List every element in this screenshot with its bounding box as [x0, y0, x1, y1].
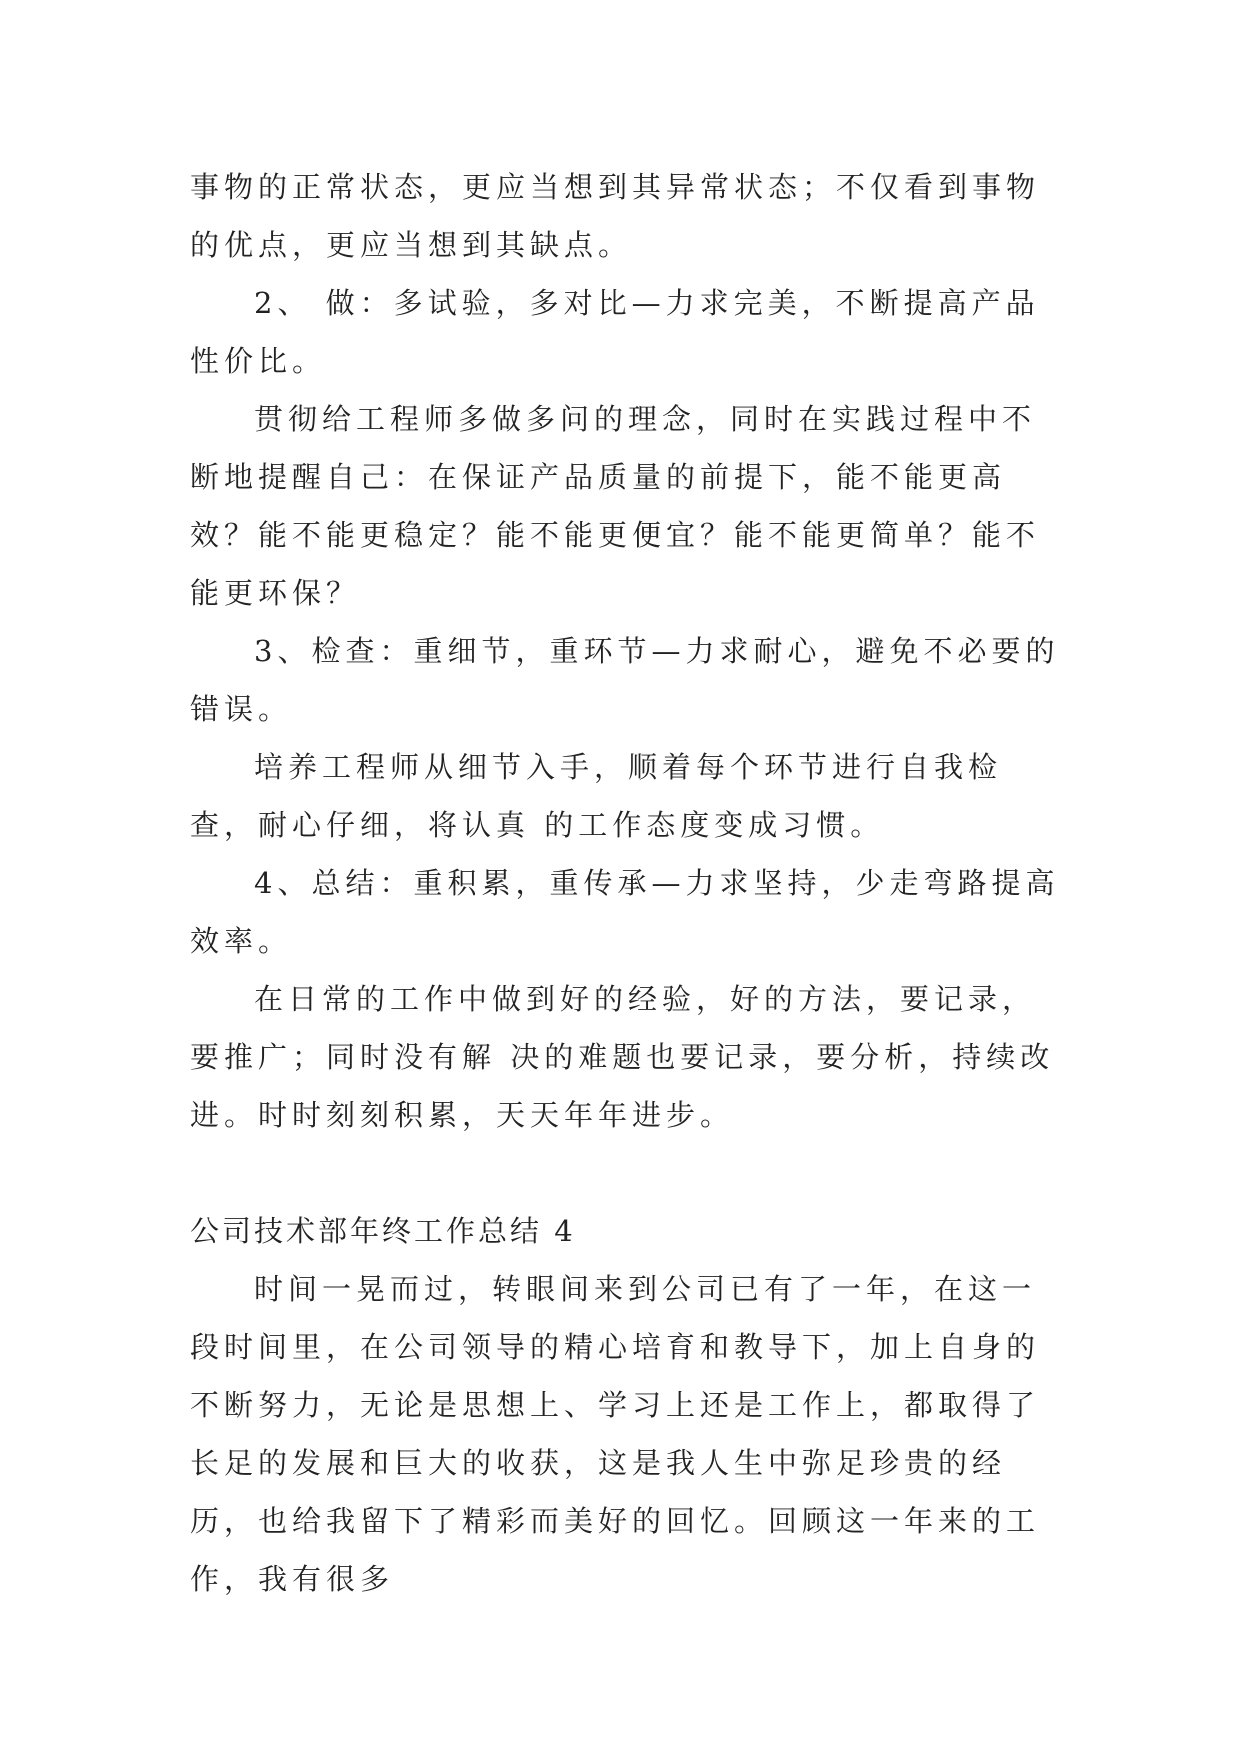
paragraph-continuation: 事物的正常状态，更应当想到其异常状态；不仅看到事物的优点，更应当想到其缺点。 [190, 170, 1041, 262]
paragraph-item-3: 3、检查：重细节，重环节—力求耐心，避免不必要的错误。 [190, 634, 1060, 726]
paragraph-item-3-detail: 培养工程师从细节入手，顺着每个环节进行自我检查，耐心仔细，将认真 的工作态度变成习惯。 [190, 750, 1003, 842]
document-page [190, 158, 1060, 1608]
section-title: 公司技术部年终工作总结 4 [190, 1214, 576, 1248]
paragraph-item-4: 4、总结：重积累，重传承—力求坚持，少走弯路提高效率。 [190, 866, 1060, 958]
paragraph-item-4-detail: 在日常的工作中做到好的经验，好的方法，要记录，要推广；同时没有解 决的难题也要记录，要分析，持续改进。时时刻刻积累，天天年年进步。 [190, 982, 1055, 1132]
paragraph-item-2: 2、 做：多试验，多对比—力求完美，不断提高产品性价比。 [190, 286, 1040, 378]
section-paragraph: 时间一晃而过，转眼间来到公司已有了一年，在这一段时间里，在公司领导的精心培育和教导下，加上自身的不断努力，无论是思想上、学习上还是工作上，都取得了长足的发展和巨大的收获，这是我人生中弥足珍贵的经历，也给我留下了精彩而美好的回忆。回顾这一年来的工作，我有很多 [190, 1272, 1041, 1596]
section-spacer [190, 1144, 1060, 1202]
paragraph-item-2-detail: 贯彻给工程师多做多问的理念，同时在实践过程中不断地提醒自己：在保证产品质量的前提下，能不能更高效？能不能更稳定？能不能更便宜？能不能更简单？能不能更环保？ [190, 402, 1041, 610]
